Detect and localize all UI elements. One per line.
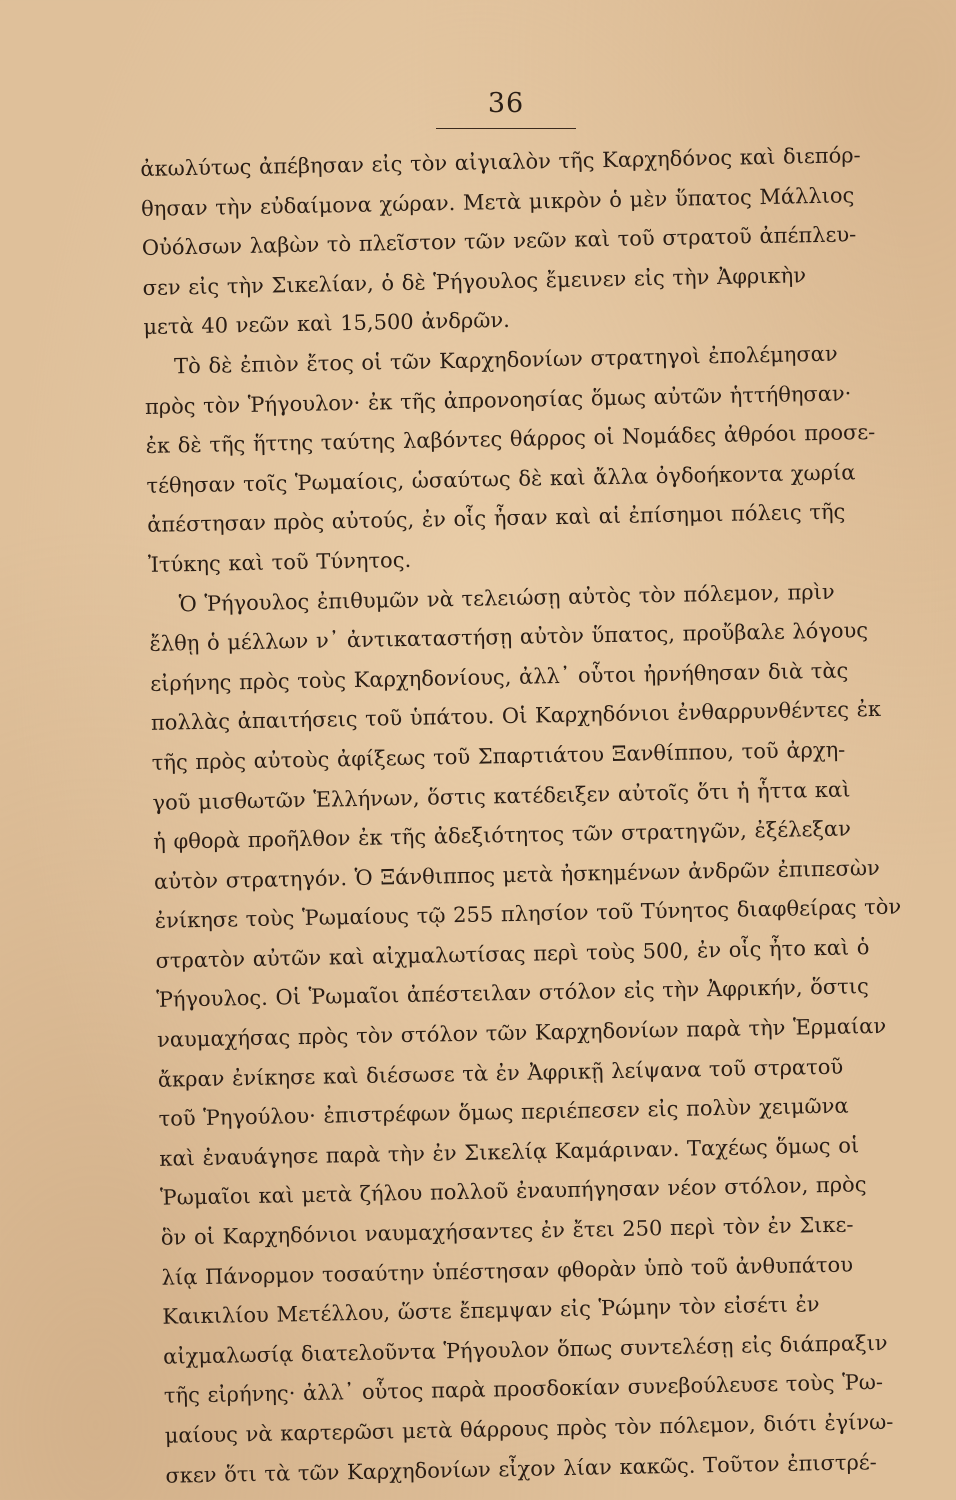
text-line: ἀπέστησαν πρὸς αὐτούς, ἐν οἷς ἦσαν καὶ αἱ ἐπίσημοι πόλεις τῆς [146,499,846,538]
text-line: Ῥήγουλος. Οἱ Ῥωμαῖοι ἀπέστειλαν στόλον εἰς τὴν Ἀφρικήν, ὅστις [156,974,869,1013]
text-line: γοῦ μισθωτῶν Ἑλλήνων, ὅστις κατέδειξεν αὐτοῖς ὅτι ἡ ἧττα καὶ [152,776,851,815]
text-line: σεν εἰς τὴν Σικελίαν, ὁ δὲ Ῥήγουλος ἔμεινεν εἰς τὴν Ἀφρικὴν [142,263,807,300]
text-line: θησαν τὴν εὐδαίμονα χώραν. Μετὰ μικρὸν ὁ μὲν ὕπατος Μάλλιος [140,182,855,221]
text-line: ἀκωλύτως ἀπέβησαν εἰς τὸν αἰγιαλὸν τῆς Καρχηδόνος καὶ διεπόρ- [140,143,861,181]
text-line: Τὸ δὲ ἐπιὸν ἔτος οἱ τῶν Καρχηδονίων στρατηγοὶ ἐπολέμησαν [173,341,838,379]
text-line: ἔλθῃ ὁ μέλλων ν᾽ ἀντικαταστήσῃ αὐτὸν ὕπατος, προὔβαλε λόγους [149,618,869,657]
text-line: μαίους νὰ καρτερῶσι μετὰ θάρρους πρὸς τὸν πόλεμον, διότι ἐγίνω- [164,1409,894,1448]
text-line: εἰρήνης πρὸς τοὺς Καρχηδονίους, ἀλλ᾽ οὗτοι ἠρνήθησαν διὰ τὰς [150,658,849,696]
text-line: ἐκ δὲ τῆς ἥττης ταύτης λαβόντες θάρρος οἱ Νομάδες ἀθρόοι προσε- [145,420,876,459]
text-line: αἰχμαλωσίᾳ διατελοῦντα Ῥήγουλον ὅπως συντελέσῃ εἰς διάπραξιν [162,1330,888,1369]
text-line: καὶ ἐναυάγησε παρὰ τὴν ἐν Σικελίᾳ Καμάριναν. Ταχέως ὅμως οἱ [159,1133,860,1171]
text-line: λίᾳ Πάνορμον τοσαύτην ὑπέστησαν φθορὰν ὑπὸ τοῦ ἀνθυπάτου [161,1252,854,1290]
text-line: τέθησαν τοῖς Ῥωμαίοις, ὡσαύτως δὲ καὶ ἄλλα ὀγδοήκοντα χωρία [146,460,856,498]
text-line: πρὸς τὸν Ῥήγουλον· ἐκ τῆς ἀπρονοησίας ὅμως αὐτῶν ἡττήθησαν· [144,380,852,419]
text-line: πολλὰς ἀπαιτήσεις τοῦ ὑπάτου. Οἱ Καρχηδόνιοι ἐνθαρρυνθέντες ἐκ [150,697,882,736]
text-line: ναυμαχήσας πρὸς τὸν στόλον τῶν Καρχηδονίων παρὰ τὴν Ἑρμαίαν [156,1013,887,1052]
text-line: τοῦ Ῥηγούλου· ἐπιστρέφων ὅμως περιέπεσεν εἰς πολὺν χειμῶνα [158,1093,849,1132]
text-line: ὃν οἱ Καρχηδόνιοι ναυμαχήσαντες ἐν ἔτει 250 περὶ τὸν ἐν Σικε- [160,1212,854,1250]
header-rule [436,128,576,129]
page-number: 36 [487,88,525,119]
text-line: μετὰ 40 νεῶν καὶ 15,500 ἀνδρῶν. [143,308,511,340]
text-line: ἄκραν ἐνίκησε καὶ διέσωσε τὰ ἐν Ἀφρικῇ λείψανα τοῦ στρατοῦ [157,1054,844,1092]
text-line: αὐτὸν στρατηγόν. Ὁ Ξάνθιππος μετὰ ἠσκημένων ἀνδρῶν ἐπιπεσὼν [153,855,880,894]
text-line: στρατὸν αὐτῶν καὶ αἰχμαλωτίσας περὶ τοὺς 500, ἐν οἷς ἦτο καὶ ὁ [155,935,870,973]
text-line: Ῥωμαῖοι καὶ μετὰ ζήλου πολλοῦ ἐναυπήγησαν νέον στόλον, πρὸς [159,1172,867,1211]
text-line: ἡ φθορὰ προῆλθον ἐκ τῆς ἀδεξιότητος τῶν στρατηγῶν, ἐξέλεξαν [153,816,852,854]
text-line: Οὐόλσων λαβὼν τὸ πλεῖστον τῶν νεῶν καὶ τοῦ στρατοῦ ἀπέπλευ- [141,222,857,261]
text-line: ἐνίκησε τοὺς Ῥωμαίους τῷ 255 πλησίον τοῦ Τύνητος διαφθείρας τὸν [154,894,902,934]
text-line: Ὁ Ῥήγουλος ἐπιθυμῶν νὰ τελειώσῃ αὐτὸς τὸν πόλεμον, πρὶν [178,579,835,616]
text-line: Ἰτύκης καὶ τοῦ Τύνητος. [147,547,412,577]
body-text [140,135,946,1496]
text-line: τῆς εἰρήνης· ἀλλ᾽ οὗτος παρὰ προσδοκίαν συνεβούλευσε τοὺς Ῥω- [163,1370,884,1409]
text-line: Καικιλίου Μετέλλου, ὥστε ἔπεμψαν εἰς Ῥώμην τὸν εἰσέτι ἐν [162,1292,820,1330]
text-line: σκεν ὅτι τὰ τῶν Καρχηδονίων εἶχον λίαν κακῶς. Τοῦτον ἐπιστρέ- [165,1449,877,1488]
text-line: τῆς πρὸς αὐτοὺς ἀφίξεως τοῦ Σπαρτιάτου Ξανθίππου, τοῦ ἀρχη- [151,737,846,775]
